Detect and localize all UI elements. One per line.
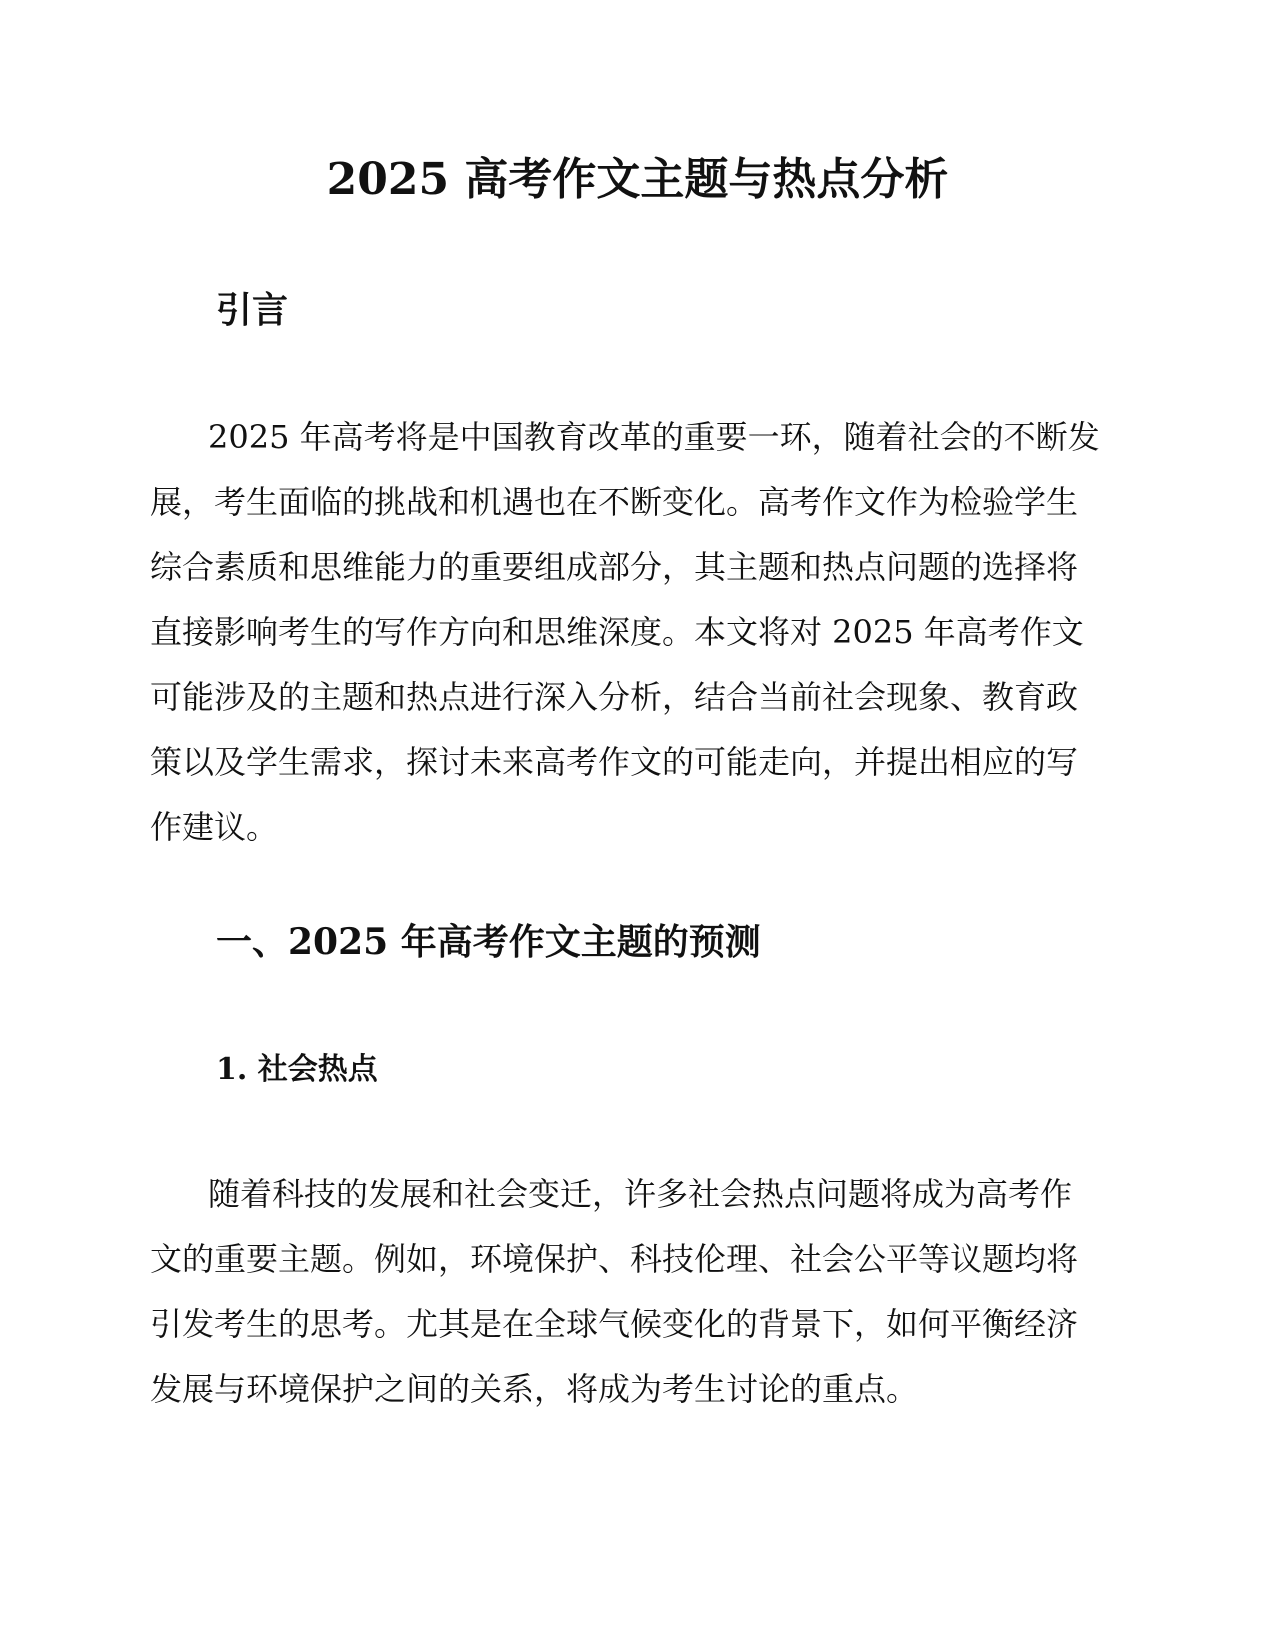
section-1-heading: 一、2025 年高考作文主题的预测 (216, 921, 761, 963)
paragraph-line: 文的重要主题。例如，环境保护、科技伦理、社会公平等议题均将 (150, 1240, 1079, 1278)
paragraph-line: 2025 年高考将是中国教育改革的重要一环，随着社会的不断发 (208, 418, 1100, 456)
paragraph-line: 引发考生的思考。尤其是在全球气候变化的背景下，如何平衡经济 (150, 1305, 1079, 1343)
intro-heading: 引言 (216, 289, 289, 331)
paragraph-line: 随着科技的发展和社会变迁，许多社会热点问题将成为高考作 (208, 1175, 1073, 1213)
paragraph-line: 直接影响考生的写作方向和思维深度。本文将对 2025 年高考作文 (150, 613, 1084, 651)
paragraph-line: 发展与环境保护之间的关系，将成为考生讨论的重点。 (150, 1370, 919, 1408)
paragraph-line: 综合素质和思维能力的重要组成部分，其主题和热点问题的选择将 (150, 548, 1079, 586)
paragraph-line: 可能涉及的主题和热点进行深入分析，结合当前社会现象、教育政 (150, 678, 1079, 716)
paragraph-line: 展，考生面临的挑战和机遇也在不断变化。高考作文作为检验学生 (150, 483, 1079, 521)
subsection-1-paragraph (150, 1162, 1128, 1422)
intro-paragraph (150, 405, 1128, 860)
document-title: 2025 高考作文主题与热点分析 (326, 154, 949, 205)
paragraph-line: 作建议。 (150, 808, 279, 846)
paragraph-line: 策以及学生需求，探讨未来高考作文的可能走向，并提出相应的写 (150, 743, 1079, 781)
subsection-1-heading: 1. 社会热点 (216, 1052, 378, 1087)
